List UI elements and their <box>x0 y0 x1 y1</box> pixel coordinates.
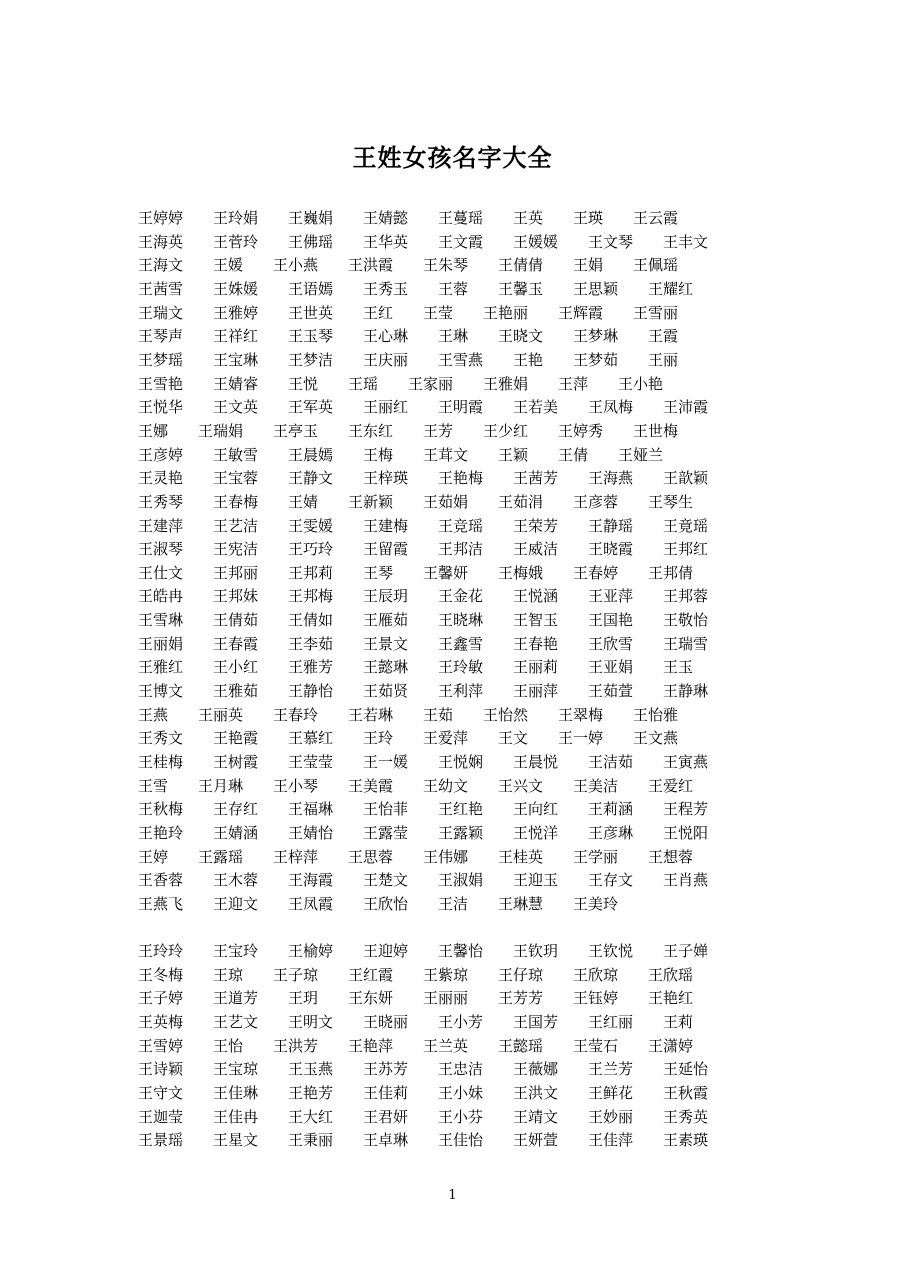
name-line: 王建萍 王艺洁 王雯媛 王建梅 王竞瑶 王荣芳 王静瑶 王竟瑶 <box>138 516 709 535</box>
name-line: 王秋梅 王存红 王福琳 王怡菲 王红艳 王向红 王莉涵 王程芳 <box>138 800 709 819</box>
name-line: 王皓冉 王邦妹 王邦梅 王辰玥 王金花 王悦涵 王亚萍 王邦蓉 <box>138 587 709 606</box>
name-line: 王秀琴 王春梅 王婧 王新颖 王茹娟 王茹涓 王彦蓉 王琴生 <box>138 492 694 511</box>
name-line: 王梦瑶 王宝琳 王梦洁 王庆丽 王雪燕 王艳 王梦茹 王丽 <box>138 350 679 369</box>
name-line: 王雪艳 王婧睿 王悦 王瑶 王家丽 王雅娟 王萍 王小艳 <box>138 374 664 393</box>
name-line: 王瑞文 王雅婷 王世英 王红 王莹 王艳丽 王辉霞 王雪丽 <box>138 303 679 322</box>
name-line: 王海英 王菅玲 王佛瑶 王华英 王文霞 王媛媛 王文琴 王丰文 <box>138 232 709 251</box>
name-line: 王燕 王丽英 王春玲 王若琳 王茹 王怡然 王翠梅 王怡雅 <box>138 705 679 724</box>
name-line: 王婷 王露瑶 王梓萍 王思蓉 王伟娜 王桂英 王学丽 王想蓉 <box>138 847 694 866</box>
name-line: 王琴声 王祥红 王玉琴 王心琳 王琳 王晓文 王梦琳 王霞 <box>138 327 679 346</box>
page-title: 王姓女孩名字大全 <box>352 144 553 172</box>
name-line: 王艳玲 王婧涵 王婧怡 王露莹 王露颖 王悦洋 王彦琳 王悦阳 <box>138 823 709 842</box>
name-line: 王茜雪 王姝媛 王语嫣 王秀玉 王蓉 王馨玉 王思颖 王耀红 <box>138 279 694 298</box>
name-line: 王诗颖 王宝琼 王玉燕 王苏芳 王忠洁 王薇娜 王兰芳 王延怡 <box>138 1060 709 1079</box>
name-line: 王丽娟 王春霞 王李茹 王景文 王鑫雪 王春艳 王欣雪 王瑞雪 <box>138 634 709 653</box>
name-line: 王婷婷 王玲娟 王巍娟 王婧懿 王蔓瑶 王英 王瑛 王云霞 <box>138 209 679 227</box>
name-line: 王雪 王月琳 王小琴 王美霞 王幼文 王兴文 王美洁 王爱红 <box>138 776 694 795</box>
name-line: 王冬梅 王琼 王子琼 王红霞 王紫琼 王仔琼 王欣琼 王欣瑶 <box>138 965 694 984</box>
name-line: 王桂梅 王树霞 王莹莹 王一媛 王悦娴 王晨悦 王洁茹 王寅燕 <box>138 752 709 771</box>
name-line: 王海文 王媛 王小燕 王洪霞 王朱琴 王倩倩 王娟 王佩瑶 <box>138 256 679 275</box>
name-line: 王雅红 王小红 王雅芳 王懿琳 王玲敏 王丽莉 王亚娟 王玉 <box>138 658 694 677</box>
name-line: 王燕飞 王迎文 王凤霞 王欣怡 王洁 王琳慧 王美玲 <box>138 894 619 913</box>
page-number: 1 <box>448 1188 457 1203</box>
name-line: 王灵艳 王宝蓉 王静文 王梓瑛 王艳梅 王茜芳 王海燕 王歆颖 <box>138 469 709 488</box>
name-line: 王守文 王佳琳 王艳芳 王佳莉 王小妹 王洪文 王鲜花 王秋霞 <box>138 1083 709 1102</box>
name-line: 王仕文 王邦丽 王邦莉 王琴 王馨妍 王梅娥 王春婷 王邦倩 <box>138 563 694 582</box>
name-line: 王玲玲 王宝玲 王榆婷 王迎婷 王馨怡 王钦玥 王钦悦 王子婵 <box>138 942 709 960</box>
name-line: 王迦莹 王佳冉 王大红 王君妍 王小芬 王靖文 王妙丽 王秀英 <box>138 1107 709 1126</box>
name-line: 王香蓉 王木蓉 王海霞 王楚文 王淑娟 王迎玉 王存文 王肖燕 <box>138 871 709 890</box>
name-line: 王景瑶 王星文 王秉丽 王卓琳 王佳怡 王妍萱 王佳萍 王素瑛 <box>138 1131 709 1150</box>
name-line: 王悦华 王文英 王军英 王丽红 王明霞 王若美 王凤梅 王沛霞 <box>138 398 709 417</box>
name-line: 王雪琳 王倩茹 王倩如 王雁茹 王晓琳 王智玉 王国艳 王敬怡 <box>138 611 709 629</box>
name-line: 王娜 王瑞娟 王亭玉 王东红 王芳 王少红 王婷秀 王世梅 <box>138 421 679 440</box>
name-line: 王彦婷 王敏雪 王晨嫣 王梅 王茸文 王颖 王倩 王娅兰 <box>138 445 664 464</box>
name-line: 王雪婷 王怡 王洪芳 王艳萍 王兰英 王懿瑶 王莹石 王潇婷 <box>138 1036 694 1055</box>
name-line: 王子婷 王道芳 王玥 王东妍 王丽丽 王芳芳 王钰婷 王艳红 <box>138 989 694 1008</box>
name-line: 王博文 王雅茹 王静怡 王茹贤 王利萍 王丽萍 王茹萱 王静琳 <box>138 682 709 700</box>
name-line: 王英梅 王艺文 王明文 王晓丽 王小芳 王国芳 王红丽 王莉 <box>138 1012 694 1031</box>
name-line: 王淑琴 王宪洁 王巧玲 王留霞 王邦洁 王威洁 王晓霞 王邦红 <box>138 540 709 559</box>
name-line: 王秀文 王艳霞 王慕红 王玲 王爱萍 王文 王一婷 王文燕 <box>138 729 679 748</box>
